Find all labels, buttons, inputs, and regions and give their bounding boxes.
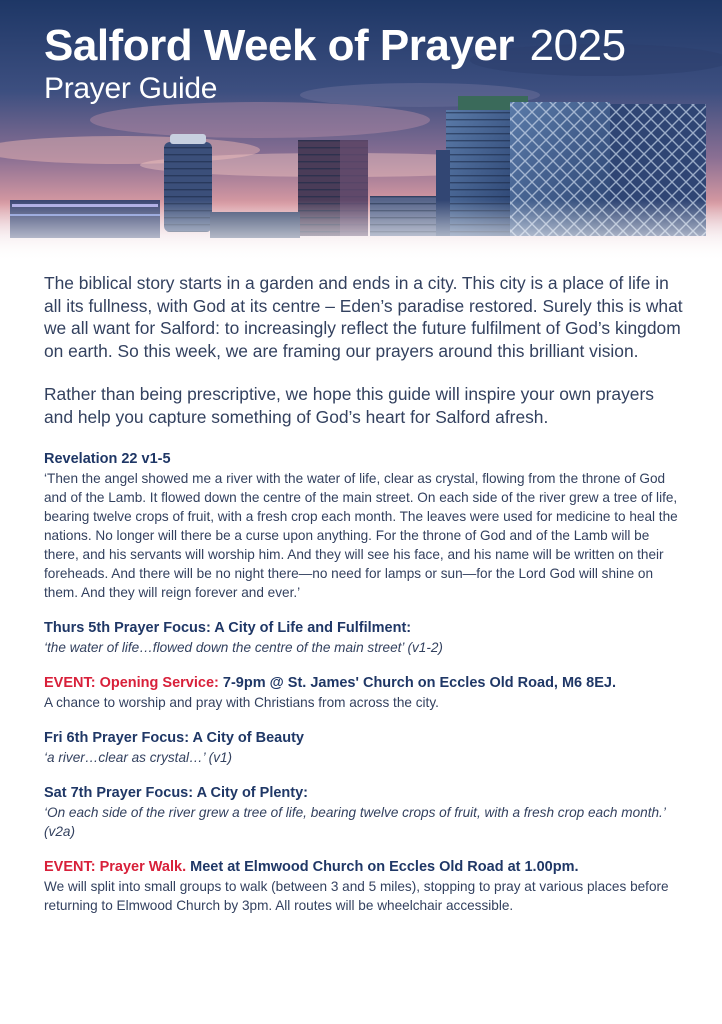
event-heading <box>44 674 684 693</box>
event-opening-service <box>44 674 684 712</box>
event-label: EVENT: Opening Service: <box>44 675 219 692</box>
page-title <box>44 22 626 70</box>
title-year: 2025 <box>529 21 626 70</box>
focus-verse: ‘On each side of the river grew a tree of life, bearing twelve crops of fruit, with a fresh crop each month.’ (v2a) <box>44 805 666 840</box>
event-details: Meet at Elmwood Church on Eccles Old Road at 1.00pm. <box>186 859 579 876</box>
event-prayer-walk <box>44 858 684 915</box>
title-text: Salford Week of Prayer <box>44 21 514 70</box>
intro-paragraph-2: Rather than being prescriptive, we hope this guide will inspire your own prayers and help you capture something of God’s heart for Salford afresh. <box>44 384 654 427</box>
focus-title: Fri 6th Prayer Focus: A City of Beauty <box>44 730 304 747</box>
event-details: 7-9pm @ St. James' Church on Eccles Old Road, M6 8EJ. <box>218 675 616 692</box>
title-block <box>44 22 626 106</box>
guide-content <box>44 272 684 915</box>
day-sat-focus <box>44 784 684 841</box>
header-banner <box>0 0 722 262</box>
event-description: A chance to worship and pray with Christians from across the city. <box>44 695 439 711</box>
event-heading <box>44 858 684 877</box>
focus-title: Thurs 5th Prayer Focus: A City of Life and Fulfilment: <box>44 620 412 637</box>
day-thurs-focus <box>44 619 684 657</box>
event-description: We will split into small groups to walk (between 3 and 5 miles), stopping to pray at various places before returning to Elmwood Church by 3pm. All routes will be wheelchair accessible. <box>44 879 669 914</box>
scripture-reference: Revelation 22 v1-5 <box>44 450 171 467</box>
page-subtitle: Prayer Guide <box>44 72 218 105</box>
scripture-text: ‘Then the angel showed me a river with the water of life, clear as crystal, flowing from the throne of God and of the Lamb. It flowed down the centre of the main street. On each side of the river grew a tree of life, bearing twelve crops of fruit, with a fresh crop each month. The leaves were used for medicine to heal the nations. No longer will there be a curse upon anything. For the throne of God and of the Lamb will be there, and his servants will worship him. And they will see his face, and his name will be written on their foreheads. And there will be no night there—no need for lamps or sun—for the Lord God will shine on them. And they will reign forever and ever.’ <box>44 470 678 601</box>
event-label: EVENT: Prayer Walk. <box>44 859 187 876</box>
intro-paragraph-1: The biblical story starts in a garden and ends in a city. This city is a place of life in all its fullness, with God at its centre – Eden’s paradise restored. Surely this is what we all want for Salford: to increasingly reflect the future fulfilment of God’s kingdom on earth. So this week, we are framing our prayers around this brilliant vision. <box>44 273 683 361</box>
focus-verse: ‘a river…clear as crystal…’ (v1) <box>44 750 233 766</box>
focus-title: Sat 7th Prayer Focus: A City of Plenty: <box>44 785 309 802</box>
day-fri-focus <box>44 729 684 767</box>
focus-verse: ‘the water of life…flowed down the centre of the main street’ (v1-2) <box>44 640 443 656</box>
